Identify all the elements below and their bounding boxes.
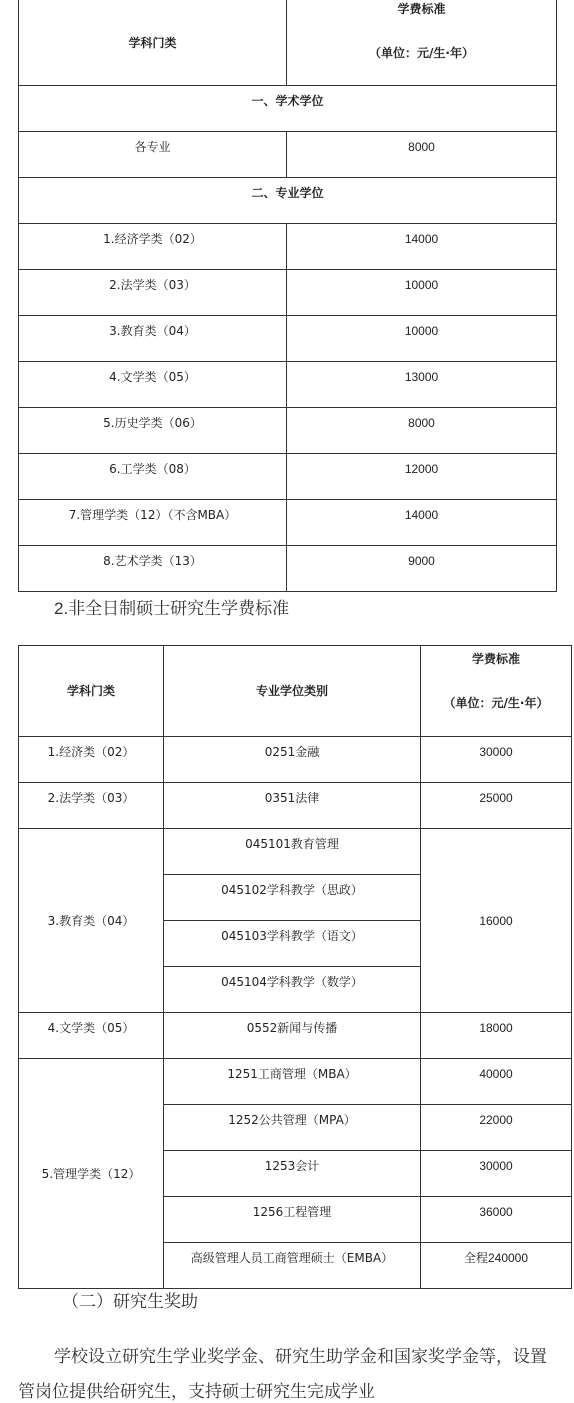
- row-fee: 12000: [404, 462, 439, 476]
- row-fee: 22000: [479, 1113, 513, 1127]
- fee-cell: [287, 224, 557, 270]
- fee-cell: [421, 1013, 572, 1059]
- fee-cell: [421, 829, 572, 1013]
- fee-cell: [287, 408, 557, 454]
- table-row: [19, 1013, 572, 1059]
- row-fee: 9000: [408, 554, 435, 568]
- table-row: [19, 1059, 572, 1105]
- row-name: 4.文学类（05）: [109, 370, 196, 384]
- fee-cell: [421, 1059, 572, 1105]
- row-category: 5.管理学类（12）: [41, 1166, 141, 1181]
- row-name: 6.工学类（08）: [109, 462, 196, 476]
- section-row-professional: [19, 178, 557, 224]
- table-row: [19, 546, 557, 592]
- table-row: [19, 270, 557, 316]
- fee-cell: [287, 316, 557, 362]
- degree-cell: [164, 1243, 421, 1289]
- fee-cell: [421, 1197, 572, 1243]
- row-fee: 25000: [479, 791, 513, 805]
- fee-cell: [421, 737, 572, 783]
- row-name: 5.历史学类（06）: [103, 416, 202, 430]
- section-title-academic: [19, 86, 557, 132]
- fee-cell: [287, 454, 557, 500]
- row-name: 3.教育类（04）: [109, 324, 196, 338]
- category-cell: [19, 316, 287, 362]
- category-header: [19, 0, 287, 86]
- row-category: 4.文学类（05）: [47, 1021, 135, 1035]
- category-cell: [19, 224, 287, 270]
- category-cell: [19, 132, 287, 178]
- section-heading-parttime: 2.非全日制硕士研究生学费标准: [54, 599, 290, 618]
- row-degree: 0251金融: [264, 745, 320, 759]
- fee-header: [421, 646, 572, 737]
- row-fee: 8000: [408, 140, 435, 154]
- category-cell: [19, 408, 287, 454]
- section-heading-awards: （二）研究生奖助: [62, 1292, 198, 1311]
- row-fee: 40000: [479, 1067, 513, 1081]
- category-cell: [19, 454, 287, 500]
- fee-cell: [287, 132, 557, 178]
- category-header: [19, 646, 164, 737]
- table-row: [19, 132, 557, 178]
- row-fee: 14000: [404, 508, 439, 522]
- table-row: [19, 224, 557, 270]
- category-cell: [19, 500, 287, 546]
- row-fee: 全程240000: [463, 1251, 529, 1265]
- table-row: [19, 454, 557, 500]
- degree-cell: [164, 967, 421, 1013]
- degree-cell: [164, 1105, 421, 1151]
- fee-header-title: 学费标准: [397, 2, 446, 16]
- table-row: [19, 737, 572, 783]
- degree-cell: [164, 1013, 421, 1059]
- table-row: [19, 500, 557, 546]
- category-cell: [19, 362, 287, 408]
- fee-cell: [287, 546, 557, 592]
- fee-header-title: 学费标准: [471, 652, 520, 666]
- category-cell: [19, 737, 164, 783]
- row-degree: 1251工商管理（MBA）: [227, 1067, 357, 1081]
- table-row: [19, 783, 572, 829]
- table-header-row: [19, 0, 557, 86]
- row-name: 1.经济学类（02）: [103, 232, 202, 246]
- category-cell: [19, 1059, 164, 1289]
- category-cell: [19, 829, 164, 1013]
- row-degree: 1252公共管理（MPA）: [228, 1113, 356, 1127]
- row-degree: 1256工程管理: [252, 1205, 332, 1219]
- fee-cell: [421, 1105, 572, 1151]
- degree-header-label: 专业学位类别: [255, 684, 328, 698]
- fee-cell: [421, 783, 572, 829]
- table-row: [19, 408, 557, 454]
- paragraph-line-2: 管岗位提供给研究生，支持硕士研究生完成学业: [18, 1382, 375, 1401]
- row-degree: 0552新闻与传播: [246, 1021, 338, 1035]
- table-row: [19, 829, 572, 875]
- row-fee: 16000: [479, 913, 513, 928]
- degree-header: [164, 646, 421, 737]
- section-professional-label: 二、专业学位: [251, 186, 324, 200]
- degree-cell: [164, 1151, 421, 1197]
- fee-cell: [287, 270, 557, 316]
- degree-cell: [164, 783, 421, 829]
- row-degree: 045101教育管理: [245, 837, 339, 851]
- table-row: [19, 316, 557, 362]
- fulltime-fee-table: [18, 0, 557, 592]
- degree-cell: [164, 1197, 421, 1243]
- fee-header-unit: （单位：元/生·年）: [369, 46, 474, 60]
- table-header-row: [19, 646, 572, 737]
- row-name: 各专业: [134, 140, 171, 154]
- row-fee: 36000: [479, 1205, 513, 1219]
- category-cell: [19, 1013, 164, 1059]
- fee-cell: [421, 1243, 572, 1289]
- row-name: 7.管理学类（12）（不含MBA）: [68, 508, 237, 522]
- category-cell: [19, 270, 287, 316]
- row-category: 1.经济类（02）: [47, 745, 135, 759]
- row-fee: 30000: [479, 745, 513, 759]
- row-fee: 13000: [404, 370, 439, 384]
- row-fee: 18000: [479, 1021, 513, 1035]
- category-header-label: 学科门类: [66, 684, 115, 698]
- row-fee: 8000: [408, 416, 435, 430]
- section-title-professional: [19, 178, 557, 224]
- row-category: 3.教育类（04）: [47, 913, 135, 928]
- row-degree: 1253会计: [264, 1159, 320, 1173]
- row-degree: 高级管理人员工商管理硕士（EMBA）: [190, 1251, 394, 1265]
- parttime-fee-table: [18, 645, 572, 1289]
- row-degree: 045102学科教学（思政）: [221, 883, 363, 897]
- category-header-label: 学科门类: [128, 35, 177, 50]
- degree-cell: [164, 737, 421, 783]
- fee-cell: [287, 362, 557, 408]
- category-cell: [19, 783, 164, 829]
- fee-cell: [421, 1151, 572, 1197]
- fee-header: [287, 0, 557, 86]
- fee-cell: [287, 500, 557, 546]
- section-academic-label: 一、学术学位: [251, 94, 324, 108]
- fee-header-unit: （单位：元/生·年）: [443, 696, 549, 710]
- degree-cell: [164, 1059, 421, 1105]
- row-fee: 14000: [404, 232, 439, 246]
- degree-cell: [164, 875, 421, 921]
- row-degree: 0351法律: [264, 791, 320, 805]
- row-name: 2.法学类（03）: [109, 278, 196, 292]
- row-name: 8.艺术学类（13）: [103, 554, 202, 568]
- paragraph-line-1: 学校设立研究生学业奖学金、研究生助学金和国家奖学金等，设置: [54, 1347, 547, 1366]
- row-category: 2.法学类（03）: [47, 791, 135, 805]
- row-fee: 30000: [479, 1159, 513, 1173]
- table-row: [19, 362, 557, 408]
- degree-cell: [164, 921, 421, 967]
- row-degree: 045103学科教学（语文）: [221, 929, 363, 943]
- degree-cell: [164, 829, 421, 875]
- row-degree: 045104学科教学（数学）: [221, 975, 363, 989]
- section-row-academic: [19, 86, 557, 132]
- category-cell: [19, 546, 287, 592]
- row-fee: 10000: [404, 324, 439, 338]
- row-fee: 10000: [404, 278, 439, 292]
